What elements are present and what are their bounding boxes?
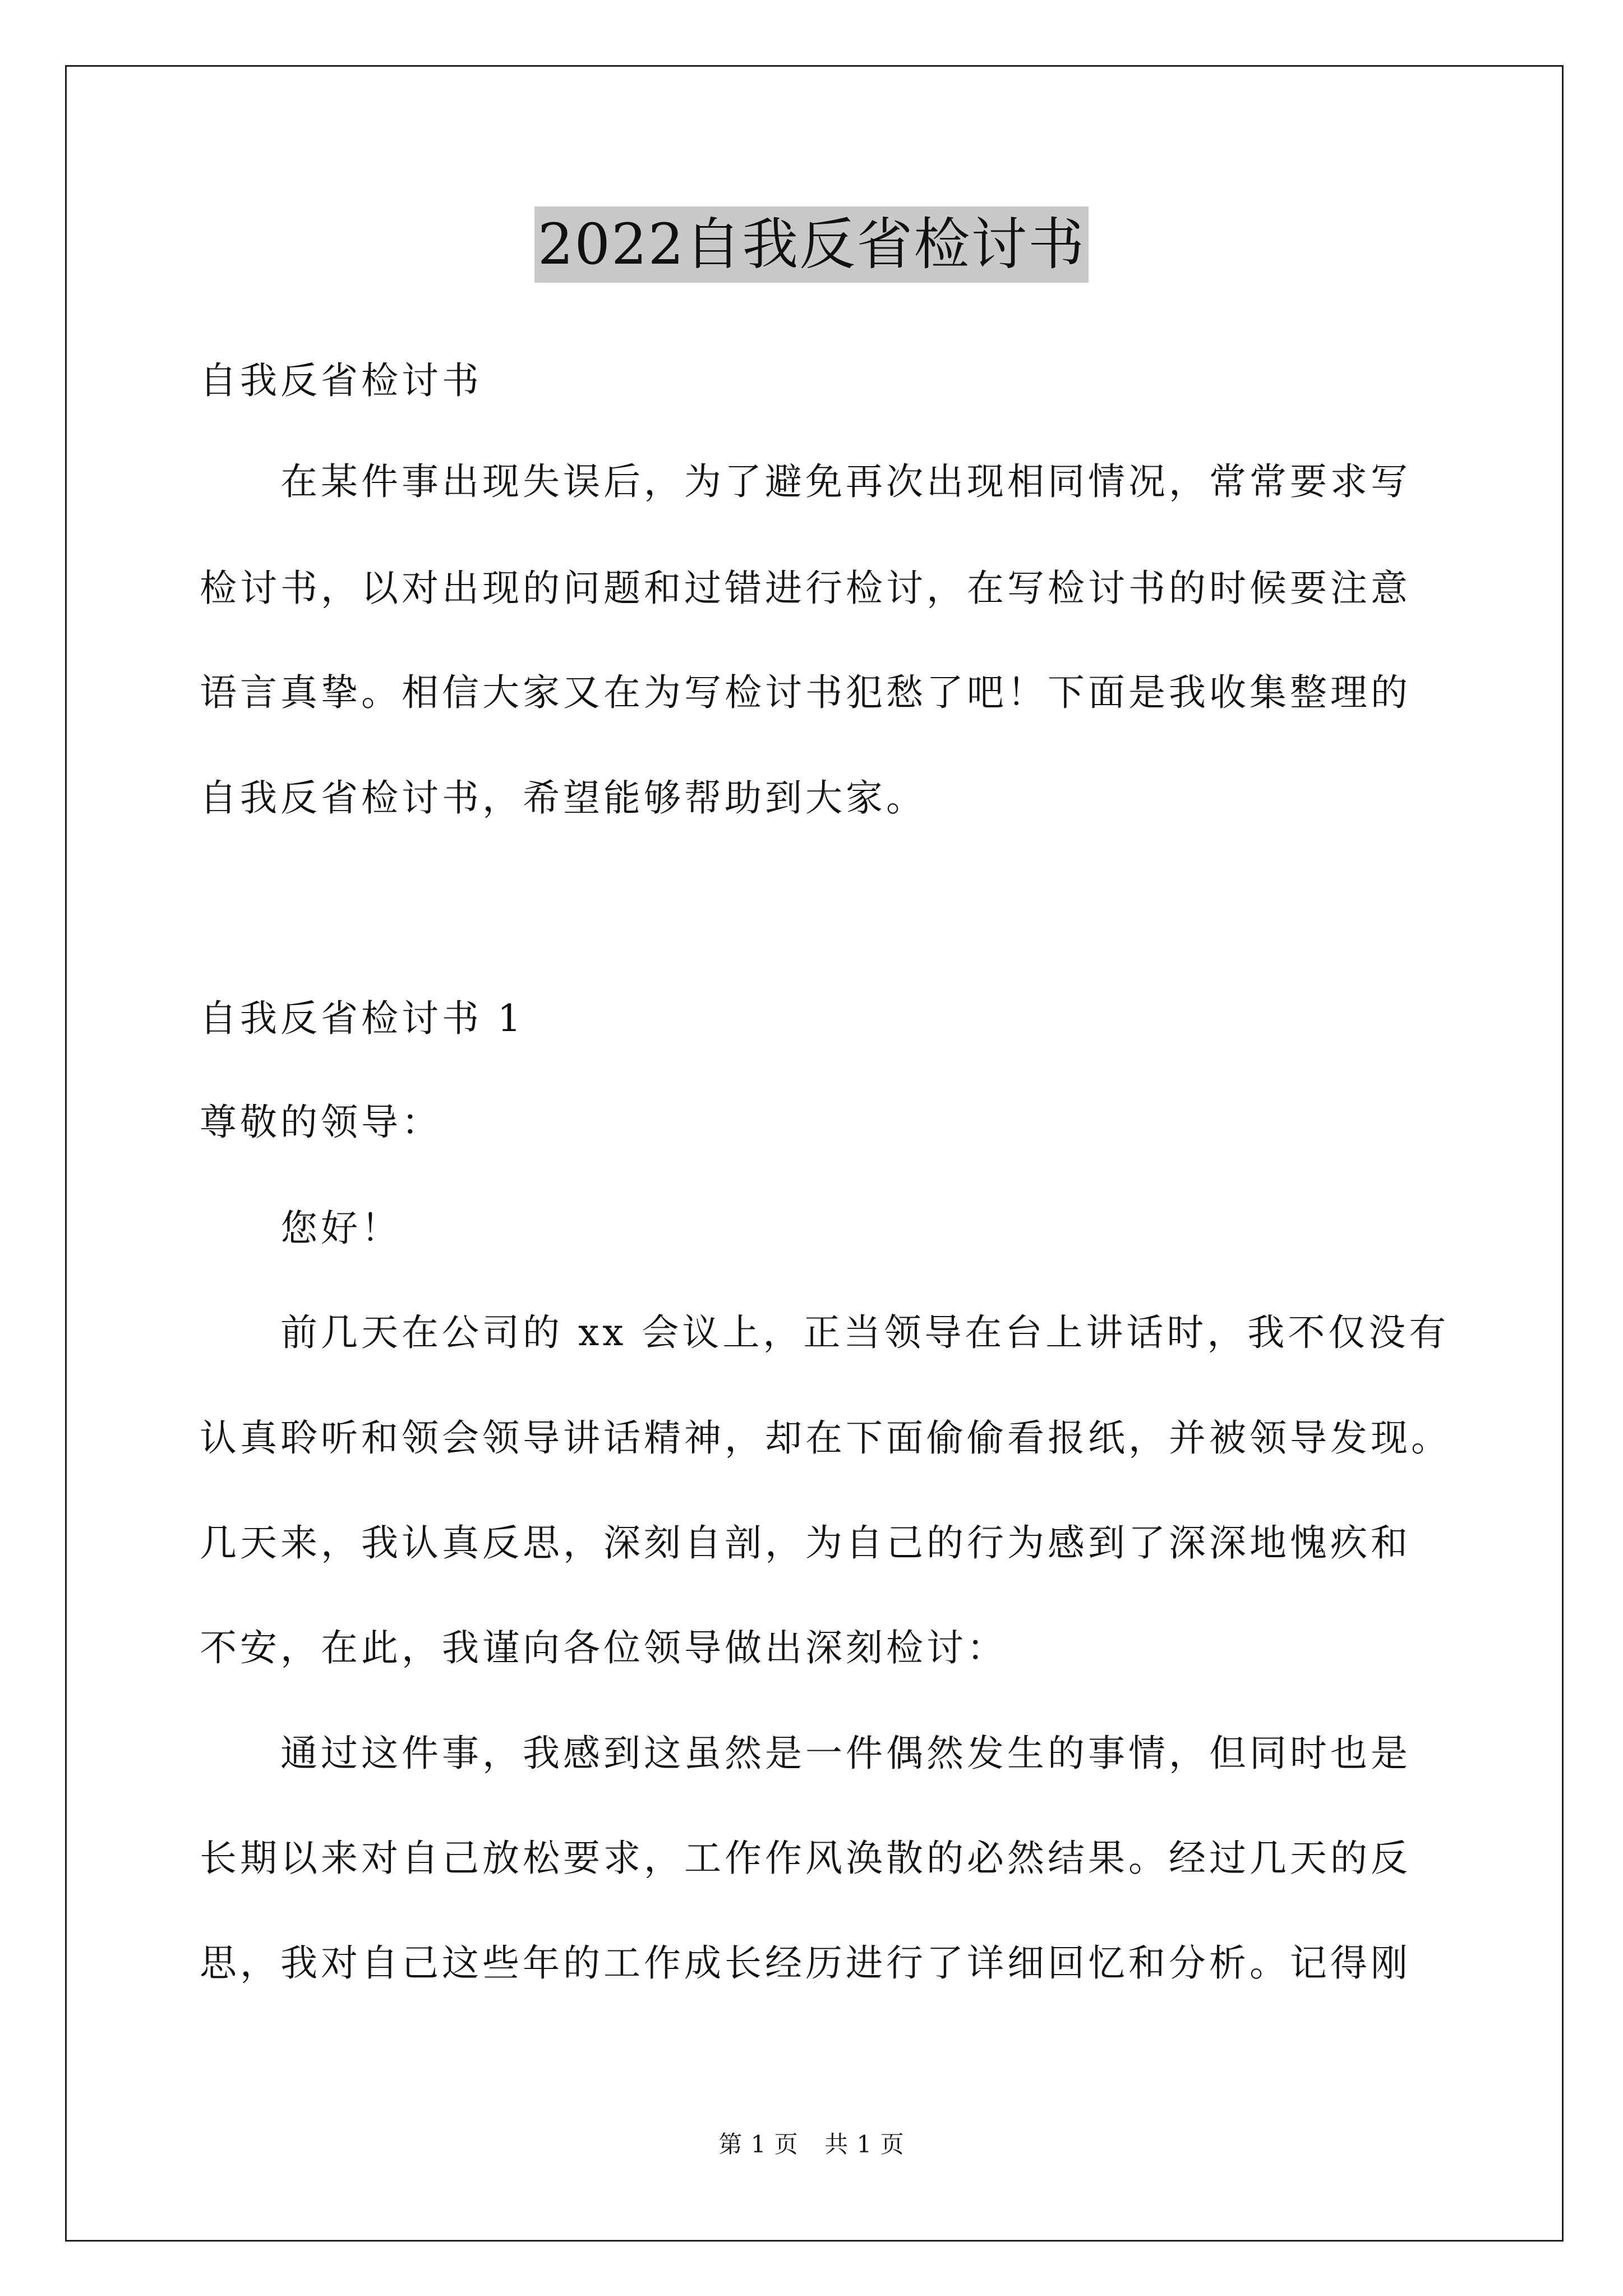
title-container — [0, 206, 1623, 283]
document-title: 2022自我反省检讨书 — [534, 206, 1089, 283]
page-number-current: 第 1 页 — [718, 2131, 799, 2158]
paragraph-line: 在某件事出现失误后，为了避免再次出现相同情况，常常要求写 — [280, 460, 1411, 503]
salutation: 尊敬的领导： — [200, 1101, 442, 1144]
paragraph-line: 语言真挚。相信大家又在为写检讨书犯愁了吧！下面是我收集整理的 — [200, 671, 1411, 714]
paragraph-line: 认真聆听和领会领导讲话精神，却在下面偷偷看报纸，并被领导发现。 — [200, 1416, 1451, 1460]
paragraph-line: 自我反省检讨书，希望能够帮助到大家。 — [200, 776, 926, 820]
paragraph-line: 思，我对自己这些年的工作成长经历进行了详细回忆和分析。记得刚 — [200, 1941, 1411, 1985]
paragraph-line: 前几天在公司的 xx 会议上，正当领导在台上讲话时，我不仅没有 — [280, 1311, 1450, 1354]
greeting: 您好！ — [280, 1207, 402, 1250]
section-heading: 自我反省检讨书 1 — [200, 997, 524, 1040]
paragraph-line: 长期以来对自己放松要求，工作作风涣散的必然结果。经过几天的反 — [200, 1837, 1411, 1880]
paragraph-line: 检讨书，以对出现的问题和过错进行检讨，在写检讨书的时候要注意 — [200, 567, 1411, 610]
paragraph-line: 不安，在此，我谨向各位领导做出深刻检讨： — [200, 1626, 1007, 1669]
section-heading: 自我反省检讨书 — [200, 359, 482, 402]
paragraph-line: 通过这件事，我感到这虽然是一件偶然发生的事情，但同时也是 — [280, 1732, 1411, 1775]
paragraph-line: 几天来，我认真反思，深刻自剖，为自己的行为感到了深深地愧疚和 — [200, 1521, 1411, 1565]
page-footer — [0, 2128, 1623, 2161]
page-number-total: 共 1 页 — [824, 2131, 905, 2158]
